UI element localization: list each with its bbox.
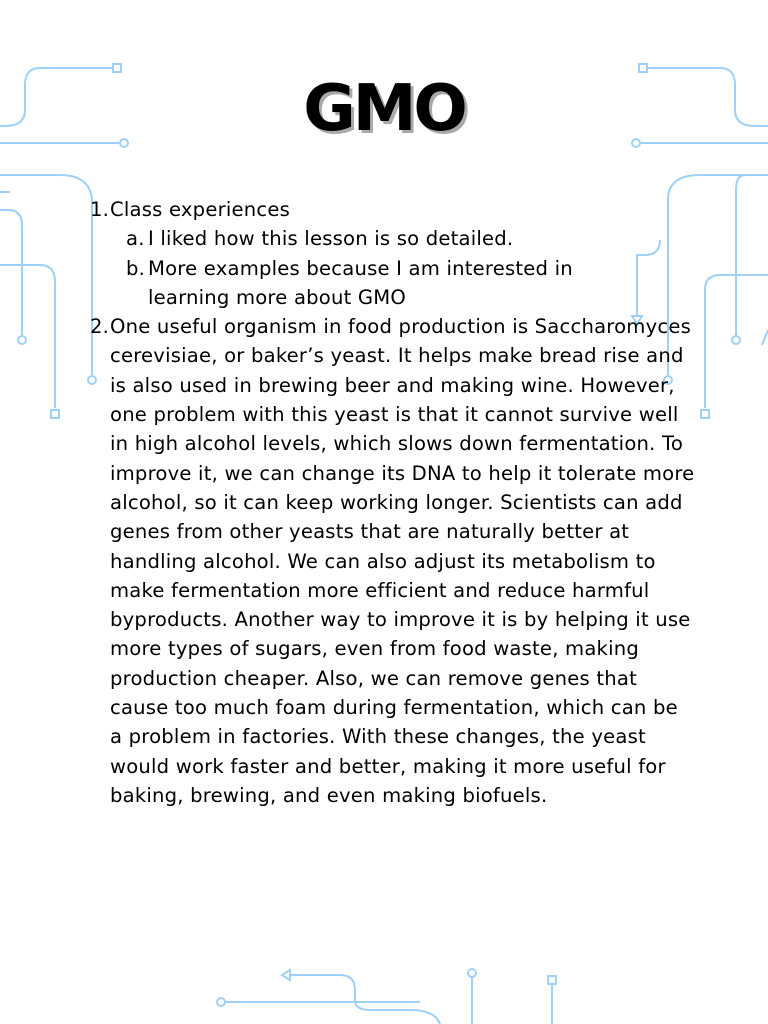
- sublist-marker: b.: [126, 256, 146, 280]
- sublist-item-text: More examples because I am interested in learning more about GMO: [148, 256, 573, 309]
- list-marker: 1.: [90, 198, 110, 221]
- sublist-item-text: I liked how this lesson is so detailed.: [148, 227, 514, 251]
- list-item-1: [90, 195, 700, 224]
- list-marker: 2.: [90, 315, 110, 339]
- sublist-item-a: [126, 224, 700, 253]
- sublist-marker: a.: [126, 227, 145, 251]
- paragraph-yeast: One useful organism in food production is Saccharomyces cerevisiae, or baker’s yeast. It helps make bread rise and is also used in brewing beer and making wine. However, one problem with this yeast is that it cannot survive well in high alcohol levels, which slows down fermentation. To improve it, we can change its DNA to help it tolerate more alcohol, so it can keep working longer. Scientists can add genes from other yeasts that are naturally better at handling alcohol. We can also adjust its metabolism to make fermentation more efficient and reduce harmful byproducts. Another way to improve it is by helping it use more types of sugars, even from food waste, making production cheaper. Also, we can remove genes that cause too much foam during fermentation, which can be a problem in factories. With these changes, the yeast would work faster and better, making it more useful for baking, brewing, and even making biofuels.: [110, 315, 695, 807]
- page-title: GMO: [303, 72, 465, 146]
- sublist: [90, 224, 700, 312]
- list-item-2: [90, 312, 700, 810]
- list-item-text: Class experiences: [110, 198, 290, 221]
- document-body: [90, 195, 700, 810]
- sublist-item-b: [126, 254, 700, 313]
